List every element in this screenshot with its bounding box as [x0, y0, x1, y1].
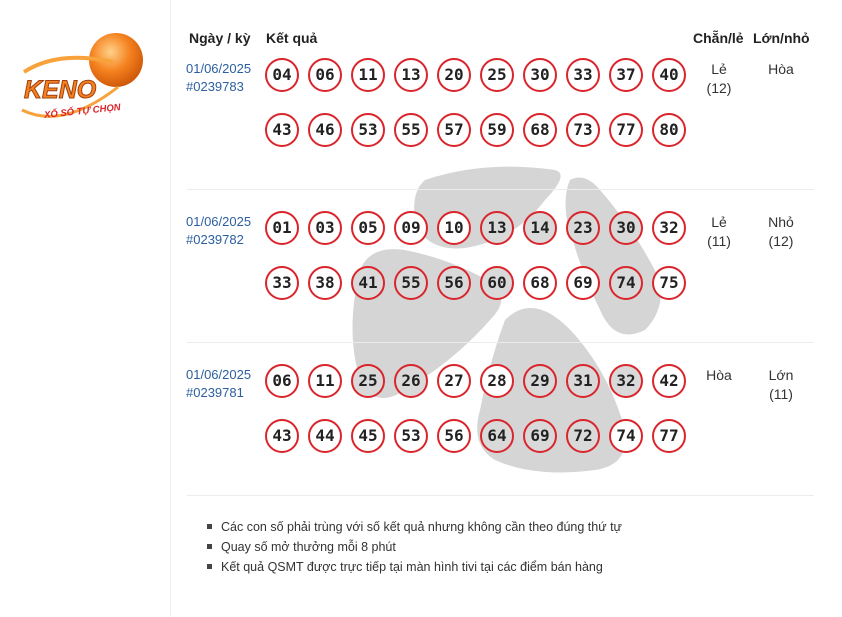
result-ball: 77 — [652, 419, 686, 453]
big-small-result — [746, 60, 816, 79]
result-ball: 13 — [394, 58, 428, 92]
header-odd-even: Chẵn/lẻ — [693, 30, 744, 46]
draw-row — [0, 58, 842, 208]
result-ball: 75 — [652, 266, 686, 300]
big-small-result — [746, 213, 816, 251]
result-ball: 43 — [265, 113, 299, 147]
result-ball: 33 — [265, 266, 299, 300]
result-ball: 32 — [609, 364, 643, 398]
draw-period: #0239782 — [186, 232, 244, 247]
odd-even-label: Lẻ — [711, 61, 727, 77]
result-ball: 72 — [566, 419, 600, 453]
result-ball: 20 — [437, 58, 471, 92]
result-ball: 01 — [265, 211, 299, 245]
result-ball: 33 — [566, 58, 600, 92]
result-ball: 05 — [351, 211, 385, 245]
result-ball: 13 — [480, 211, 514, 245]
header-result: Kết quả — [266, 30, 318, 46]
odd-even-result — [684, 60, 754, 98]
odd-even-label: Hòa — [706, 367, 732, 383]
result-ball: 32 — [652, 211, 686, 245]
result-ball: 46 — [308, 113, 342, 147]
result-ball: 38 — [308, 266, 342, 300]
result-ball: 41 — [351, 266, 385, 300]
big-small-result — [746, 366, 816, 404]
row-separator — [187, 495, 814, 496]
result-ball: 55 — [394, 113, 428, 147]
row-separator — [187, 342, 814, 343]
result-ball: 43 — [265, 419, 299, 453]
draw-period: #0239781 — [186, 385, 244, 400]
result-ball: 25 — [351, 364, 385, 398]
draw-date-link[interactable] — [186, 213, 251, 249]
result-ball: 73 — [566, 113, 600, 147]
odd-even-result — [684, 366, 754, 385]
draw-date: 01/06/2025 — [186, 367, 252, 382]
result-ball: 42 — [652, 364, 686, 398]
draw-row — [0, 364, 842, 514]
result-ball: 57 — [437, 113, 471, 147]
result-ball: 14 — [523, 211, 557, 245]
header-date: Ngày / kỳ — [189, 30, 251, 46]
draw-date-link[interactable] — [186, 366, 251, 402]
result-ball: 77 — [609, 113, 643, 147]
big-small-count: (11) — [769, 386, 793, 402]
result-ball: 56 — [437, 266, 471, 300]
result-ball: 74 — [609, 266, 643, 300]
odd-even-label: Lẻ — [711, 214, 727, 230]
draw-period: #0239783 — [186, 79, 244, 94]
result-ball: 68 — [523, 113, 557, 147]
result-ball: 03 — [308, 211, 342, 245]
result-ball: 09 — [394, 211, 428, 245]
result-ball: 40 — [652, 58, 686, 92]
result-ball: 06 — [265, 364, 299, 398]
big-small-count: (12) — [768, 233, 794, 249]
result-ball: 55 — [394, 266, 428, 300]
result-ball: 59 — [480, 113, 514, 147]
note-item: Các con số phải trùng với số kết quả nhưng không cần theo đúng thứ tự — [205, 517, 622, 537]
result-ball: 74 — [609, 419, 643, 453]
result-ball: 69 — [566, 266, 600, 300]
row-separator — [187, 189, 814, 190]
big-small-label: Lớn — [768, 367, 794, 383]
draw-date: 01/06/2025 — [186, 61, 252, 76]
result-ball: 53 — [394, 419, 428, 453]
result-ball: 44 — [308, 419, 342, 453]
note-item: Quay số mở thưởng mỗi 8 phút — [205, 537, 622, 557]
result-ball: 06 — [308, 58, 342, 92]
result-ball: 26 — [394, 364, 428, 398]
result-ball: 28 — [480, 364, 514, 398]
result-ball: 60 — [480, 266, 514, 300]
result-ball: 45 — [351, 419, 385, 453]
result-ball: 68 — [523, 266, 557, 300]
header-big-small: Lớn/nhỏ — [753, 30, 810, 46]
result-ball: 30 — [609, 211, 643, 245]
result-ball: 64 — [480, 419, 514, 453]
result-ball: 80 — [652, 113, 686, 147]
odd-even-count: (12) — [706, 80, 732, 96]
result-ball: 27 — [437, 364, 471, 398]
result-ball: 23 — [566, 211, 600, 245]
draw-date-link[interactable] — [186, 60, 251, 96]
big-small-label: Nhỏ — [768, 214, 794, 230]
result-ball: 10 — [437, 211, 471, 245]
result-ball: 30 — [523, 58, 557, 92]
result-ball: 25 — [480, 58, 514, 92]
result-ball: 37 — [609, 58, 643, 92]
logo-wordmark: KENO — [24, 76, 97, 104]
odd-even-count: (11) — [707, 233, 731, 249]
odd-even-result — [684, 213, 754, 251]
notes-list — [205, 517, 622, 577]
draw-row — [0, 211, 842, 361]
draw-date: 01/06/2025 — [186, 214, 252, 229]
logo-tagline: XỔ SỐ TỰ CHỌN — [43, 102, 122, 121]
result-ball: 11 — [351, 58, 385, 92]
result-ball: 31 — [566, 364, 600, 398]
result-ball: 29 — [523, 364, 557, 398]
note-item: Kết quả QSMT được trực tiếp tại màn hình tivi tại các điểm bán hàng — [205, 557, 622, 577]
big-small-label: Hòa — [768, 61, 794, 77]
result-ball: 04 — [265, 58, 299, 92]
result-ball: 69 — [523, 419, 557, 453]
result-ball: 56 — [437, 419, 471, 453]
result-ball: 53 — [351, 113, 385, 147]
result-ball: 11 — [308, 364, 342, 398]
